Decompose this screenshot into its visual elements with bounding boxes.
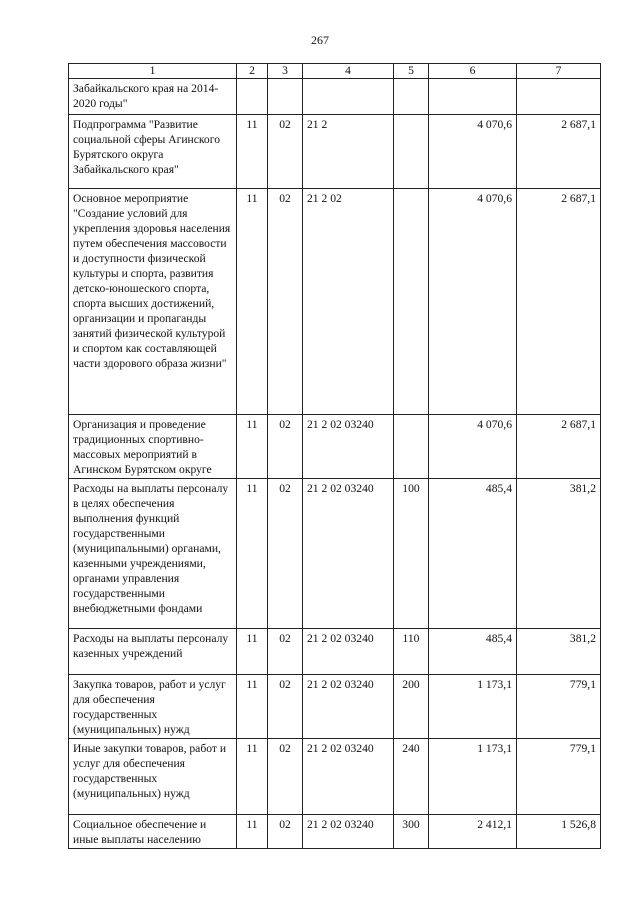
amount-plan-cell: 4 070,6 bbox=[429, 415, 517, 479]
subsection-code-cell bbox=[268, 79, 303, 115]
row-name-cell: Закупка товаров, работ и услуг для обеспечения государственных (муниципальных) нужд bbox=[69, 675, 237, 739]
column-header: 4 bbox=[303, 64, 394, 79]
expense-type-cell: 110 bbox=[394, 629, 429, 675]
expense-type-cell: 200 bbox=[394, 675, 429, 739]
expense-type-cell bbox=[394, 189, 429, 415]
target-article-cell: 21 2 02 03240 bbox=[303, 479, 394, 629]
subsection-code-cell: 02 bbox=[268, 115, 303, 189]
amount-plan-cell: 4 070,6 bbox=[429, 189, 517, 415]
row-name-cell: Организация и проведение традиционных спортивно-массовых мероприятий в Агинском Бурятском округе bbox=[69, 415, 237, 479]
amount-actual-cell: 381,2 bbox=[517, 479, 601, 629]
column-header: 2 bbox=[237, 64, 268, 79]
column-header: 1 bbox=[69, 64, 237, 79]
subsection-code-cell: 02 bbox=[268, 815, 303, 849]
amount-plan-cell bbox=[429, 79, 517, 115]
amount-actual-cell: 381,2 bbox=[517, 629, 601, 675]
column-header: 7 bbox=[517, 64, 601, 79]
target-article-cell: 21 2 bbox=[303, 115, 394, 189]
section-code-cell: 11 bbox=[237, 115, 268, 189]
table-body bbox=[69, 79, 601, 849]
header-row bbox=[69, 64, 601, 79]
row-name-cell: Основное мероприятие "Создание условий для укрепления здоровья населения путем обеспечения массовости и доступности физической культуры и спорта, развития детско-юношеского спорта, спорта высших достижений, организации и пропаганды занятий физической культурой и спортом как составляющей части здорового образа жизни" bbox=[69, 189, 237, 415]
target-article-cell: 21 2 02 03240 bbox=[303, 629, 394, 675]
table-row bbox=[69, 629, 601, 675]
amount-actual-cell: 779,1 bbox=[517, 739, 601, 815]
table-row bbox=[69, 815, 601, 849]
amount-plan-cell: 485,4 bbox=[429, 479, 517, 629]
target-article-cell: 21 2 02 03240 bbox=[303, 675, 394, 739]
table-row bbox=[69, 115, 601, 189]
amount-actual-cell: 2 687,1 bbox=[517, 415, 601, 479]
expense-type-cell: 300 bbox=[394, 815, 429, 849]
target-article-cell: 21 2 02 03240 bbox=[303, 739, 394, 815]
amount-plan-cell: 4 070,6 bbox=[429, 115, 517, 189]
amount-actual-cell: 1 526,8 bbox=[517, 815, 601, 849]
amount-actual-cell bbox=[517, 79, 601, 115]
subsection-code-cell: 02 bbox=[268, 629, 303, 675]
row-name-cell: Расходы на выплаты персоналу казенных учреждений bbox=[69, 629, 237, 675]
row-name-cell: Подпрограмма "Развитие социальной сферы Агинского Бурятского округа Забайкальского края" bbox=[69, 115, 237, 189]
amount-plan-cell: 485,4 bbox=[429, 629, 517, 675]
amount-plan-cell: 1 173,1 bbox=[429, 675, 517, 739]
target-article-cell bbox=[303, 79, 394, 115]
row-name-cell: Расходы на выплаты персоналу в целях обеспечения выполнения функций государственными (муниципальными) органами, казенными учреждениями, органами управления государственными внебюджетными фондами bbox=[69, 479, 237, 629]
section-code-cell: 11 bbox=[237, 815, 268, 849]
section-code-cell: 11 bbox=[237, 675, 268, 739]
table-row bbox=[69, 675, 601, 739]
table-row bbox=[69, 415, 601, 479]
table-row bbox=[69, 479, 601, 629]
target-article-cell: 21 2 02 03240 bbox=[303, 815, 394, 849]
row-name-cell: Социальное обеспечение и иные выплаты населению bbox=[69, 815, 237, 849]
table-header bbox=[69, 64, 601, 79]
section-code-cell bbox=[237, 79, 268, 115]
budget-table bbox=[68, 63, 601, 849]
table-row bbox=[69, 739, 601, 815]
target-article-cell: 21 2 02 03240 bbox=[303, 415, 394, 479]
expense-type-cell: 240 bbox=[394, 739, 429, 815]
section-code-cell: 11 bbox=[237, 739, 268, 815]
expense-type-cell: 100 bbox=[394, 479, 429, 629]
expense-type-cell bbox=[394, 79, 429, 115]
section-code-cell: 11 bbox=[237, 629, 268, 675]
amount-plan-cell: 1 173,1 bbox=[429, 739, 517, 815]
section-code-cell: 11 bbox=[237, 415, 268, 479]
target-article-cell: 21 2 02 bbox=[303, 189, 394, 415]
amount-actual-cell: 779,1 bbox=[517, 675, 601, 739]
amount-actual-cell: 2 687,1 bbox=[517, 115, 601, 189]
subsection-code-cell: 02 bbox=[268, 675, 303, 739]
page-number: 267 bbox=[311, 33, 329, 47]
expense-type-cell bbox=[394, 115, 429, 189]
subsection-code-cell: 02 bbox=[268, 479, 303, 629]
column-header: 3 bbox=[268, 64, 303, 79]
row-name-cell: Иные закупки товаров, работ и услуг для обеспечения государственных (муниципальных) нужд bbox=[69, 739, 237, 815]
row-name-cell: Забайкальского края на 2014-2020 годы" bbox=[69, 79, 237, 115]
subsection-code-cell: 02 bbox=[268, 739, 303, 815]
section-code-cell: 11 bbox=[237, 479, 268, 629]
table-row bbox=[69, 189, 601, 415]
subsection-code-cell: 02 bbox=[268, 415, 303, 479]
section-code-cell: 11 bbox=[237, 189, 268, 415]
amount-actual-cell: 2 687,1 bbox=[517, 189, 601, 415]
table-row bbox=[69, 79, 601, 115]
column-header: 6 bbox=[429, 64, 517, 79]
column-header: 5 bbox=[394, 64, 429, 79]
amount-plan-cell: 2 412,1 bbox=[429, 815, 517, 849]
expense-type-cell bbox=[394, 415, 429, 479]
subsection-code-cell: 02 bbox=[268, 189, 303, 415]
